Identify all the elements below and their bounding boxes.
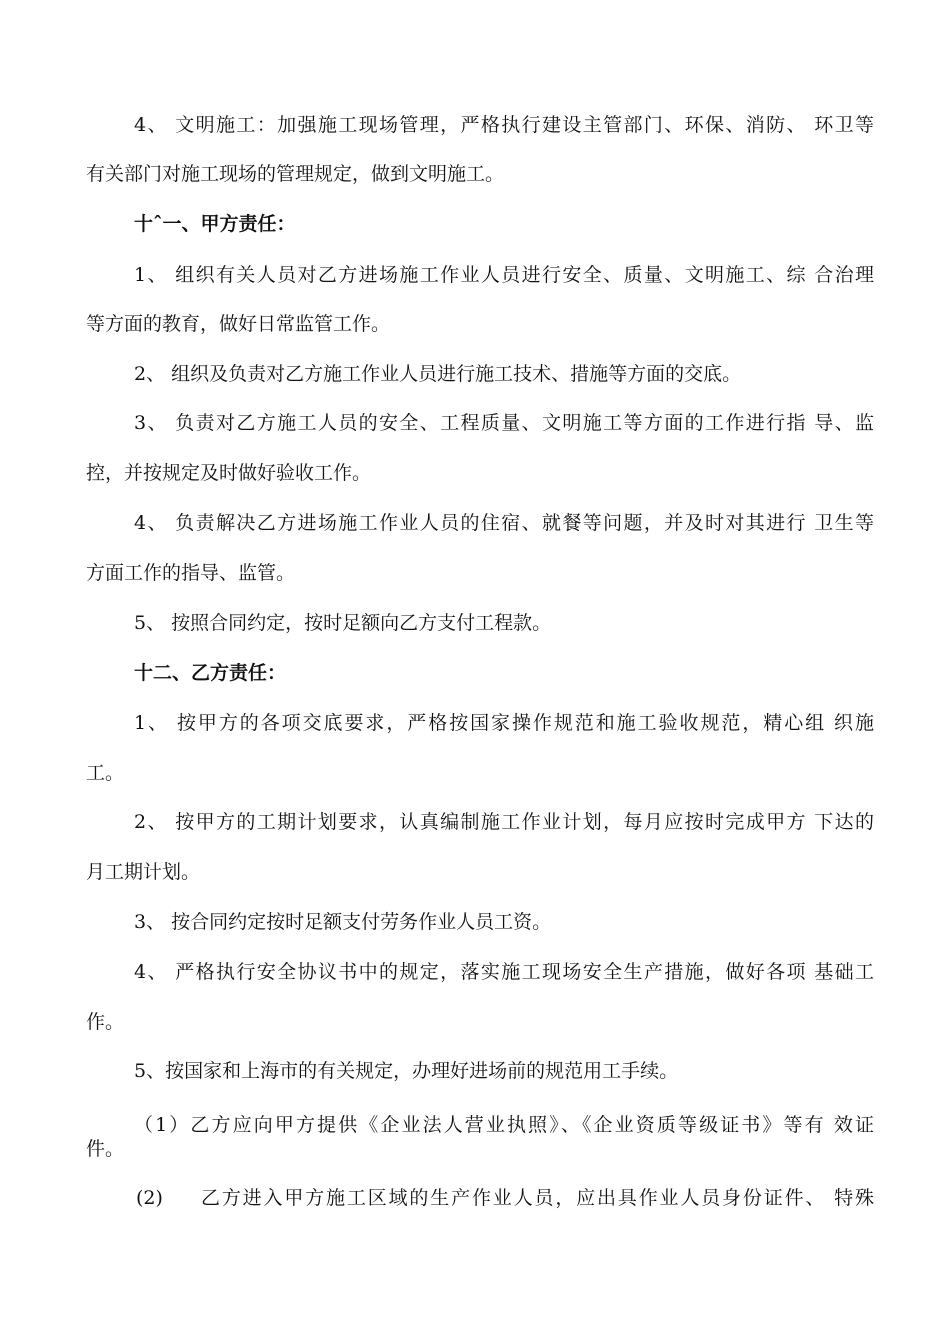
party-b-item-5-sub-2-text: 乙方进入甲方施工区域的生产作业人员，应出具作业人员身份证件、 特殊 (201, 1187, 874, 1209)
party-b-item-1-line2: 工。 (86, 762, 125, 784)
party-b-item-5-sub-1-line1: （1）乙方应向甲方提供《企业法人营业执照》、《企业资质等级证书》等有 效证 (134, 1114, 874, 1136)
party-b-item-4-line1: 4、 严格执行安全协议书中的规定，落实施工现场安全生产措施，做好各项 基础工 (134, 961, 874, 983)
party-b-item-2-line2: 月工期计划。 (86, 861, 201, 883)
clause-civilized-construction-line2: 有关部门对施工现场的管理规定，做到文明施工。 (86, 163, 505, 185)
party-a-item-4-line1: 4、 负责解决乙方进场施工作业人员的住宿、就餐等问题，并及时对其进行 卫生等 (134, 512, 874, 534)
party-b-item-3: 3、 按合同约定按时足额支付劳务作业人员工资。 (134, 911, 552, 933)
party-a-item-3-line2: 控，并按规定及时做好验收工作。 (86, 462, 372, 484)
party-b-item-5-sub-2-label: (2) (136, 1187, 163, 1209)
party-a-item-2: 2、 组织及负责对乙方施工作业人员进行施工技术、措施等方面的交底。 (134, 363, 742, 385)
party-a-item-4-line2: 方面工作的指导、监管。 (86, 562, 296, 584)
party-b-item-4-line2: 作。 (86, 1011, 125, 1033)
party-b-item-2-line1: 2、 按甲方的工期计划要求，认真编制施工作业计划，每月应按时完成甲方 下达的 (134, 811, 874, 833)
party-a-item-1-line2: 等方面的教育，做好日常监管工作。 (86, 313, 391, 335)
party-a-item-3-line1: 3、 负责对乙方施工人员的安全、工程质量、文明施工等方面的工作进行指 导、监 (134, 412, 874, 434)
section-heading-party-b: 十二、乙方责任： (134, 662, 287, 684)
section-heading-party-a: 十ˆ一、甲方责任： (134, 213, 296, 235)
party-a-item-1-line1: 1、 组织有关人员对乙方进场施工作业人员进行安全、质量、文明施工、综 合治理 (134, 264, 874, 286)
party-b-item-5-sub-1-line2: 件。 (86, 1138, 125, 1160)
party-b-item-5: 5、按国家和上海市的有关规定，办理好进场前的规范用工手续。 (134, 1060, 679, 1082)
party-a-item-5: 5、 按照合同约定，按时足额向乙方支付工程款。 (134, 612, 552, 634)
clause-civilized-construction-line1: 4、 文明施工：加强施工现场管理，严格执行建设主管部门、环保、消防、 环卫等 (134, 114, 874, 136)
party-b-item-1-line1: 1、 按甲方的各项交底要求，严格按国家操作规范和施工验收规范，精心组 织施 (134, 712, 874, 734)
